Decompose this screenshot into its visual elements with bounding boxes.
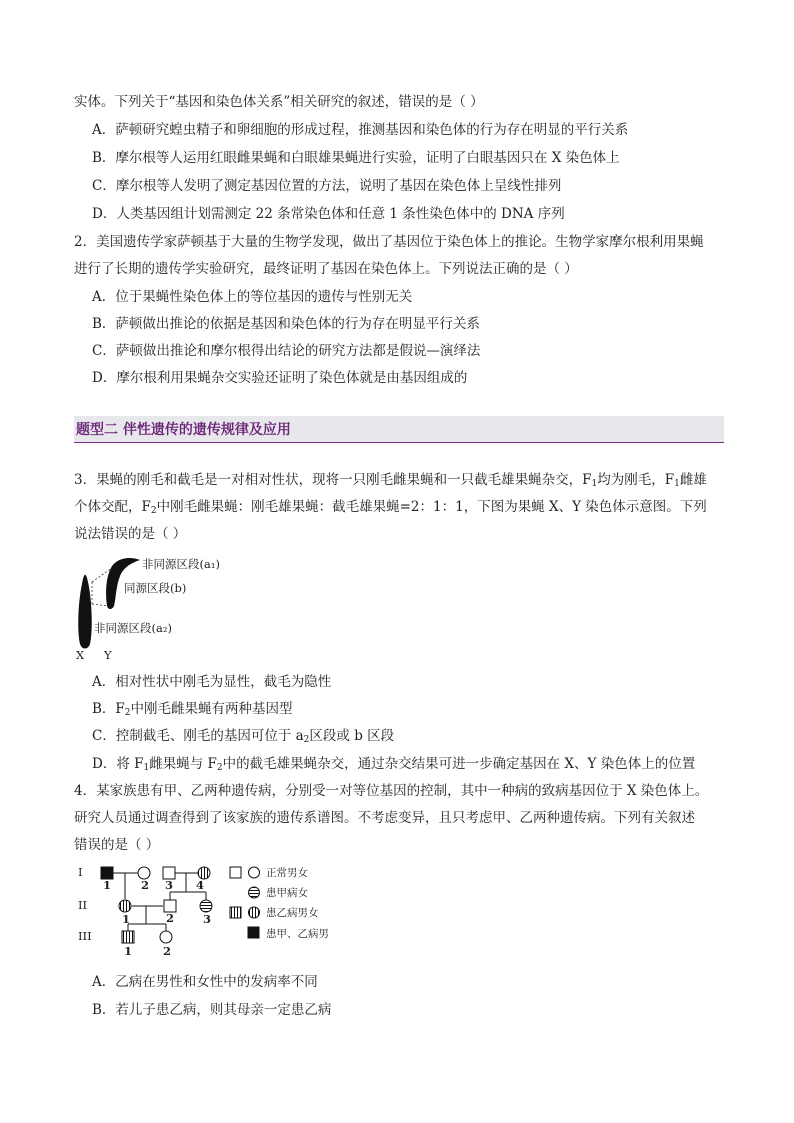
pedigree-chart xyxy=(74,862,364,962)
label-b: 同源区段(b) xyxy=(124,581,187,595)
section-header xyxy=(74,416,724,443)
q3-option-c: C．控制截毛、刚毛的基因可位于 $a_2$区段或 b 区段 xyxy=(92,728,395,745)
legend-normal-label: 正常男女 xyxy=(266,867,308,879)
q1-option-a: A．萨顿研究蝗虫精子和卵细胞的形成过程，推测基因和染色体的行为存在明显的平行关系 xyxy=(92,122,629,138)
q2-option-a: A．位于果蝇性染色体上的等位基因的遗传与性别无关 xyxy=(92,289,413,305)
q3-option-b: B．$F_2$中刚毛雌果蝇有两种基因型 xyxy=(92,701,293,718)
q2-stem-line1: 2．美国遗传学家萨顿基于大量的生物学发现，做出了基因位于染色体上的推论。生物学家摩尔根利用果蝇 xyxy=(74,234,704,250)
num-I1: 1 xyxy=(103,878,112,892)
x-chromosome-shape xyxy=(78,575,91,649)
q3-stem-line1: 3．果蝇的刚毛和截毛是一对相对性状，现将一只刚毛雌果蝇和一只截毛雄果蝇杂交，$F_1$均为刚毛，$F_1$雌雄 xyxy=(74,472,707,489)
num-I2: 2 xyxy=(141,878,150,892)
q4-stem-line3: 错误的是（ ） xyxy=(74,837,160,853)
legend-yi-female-icon xyxy=(249,907,260,918)
q1-option-b: B．摩尔根等人运用红眼雌果蝇和白眼雄果蝇进行实验，证明了白眼基因只在 X 染色体上 xyxy=(92,150,620,166)
q4-option-a: A．乙病在男性和女性中的发病率不同 xyxy=(92,974,318,990)
q3-option-d: D．将 $F_1$雌果蝇与 $F_2$中的截毛雄果蝇杂交，通过杂交结果可进一步确定基因在 X、Y 染色体上的位置 xyxy=(92,756,696,773)
II1-yi-female xyxy=(119,900,131,912)
q1-stem: 实体。下列关于“基因和染色体关系”相关研究的叙述，错误的是（ ） xyxy=(74,94,484,110)
q2-stem-line2: 进行了长期的遗传学实验研究，最终证明了基因在染色体上。下列说法正确的是（ ） xyxy=(74,261,578,277)
q4-stem-line2: 研究人员通过调查得到了该家族的遗传系谱图。不考虑变异，且只考虑甲、乙两种遗传病。下列有关叙述 xyxy=(74,810,695,826)
b-guide-line xyxy=(92,604,108,606)
legend-normal-male-icon xyxy=(230,867,241,878)
legend-both-label: 患甲、乙病男 xyxy=(266,928,329,940)
num-III2: 2 xyxy=(163,944,172,958)
q2-option-b: B．萨顿做出推论的依据是基因和染色体的行为存在明显平行关系 xyxy=(92,316,480,332)
num-II2: 2 xyxy=(166,911,175,925)
q2-option-c: C．萨顿做出推论和摩尔根得出结论的研究方法都是假说—演绎法 xyxy=(92,343,481,359)
gen-label-III: III xyxy=(78,929,92,943)
gen-label-I: I xyxy=(78,865,83,879)
q3-stem-line2: 个体交配，$F_2$中刚毛雌果蝇：刚毛雄果蝇：截毛雄果蝇=2：1：1，下图为果蝇 X、Y 染色体示意图。下列 xyxy=(74,499,707,516)
num-I4: 4 xyxy=(196,878,205,892)
legend-both-male-icon xyxy=(248,927,259,938)
gen-label-II: II xyxy=(78,898,88,912)
label-a2: 非同源区段(a₂) xyxy=(94,621,172,635)
section-title: 题型二 伴性遗传的遗传规律及应用 xyxy=(76,422,291,438)
chromosome-figure xyxy=(74,552,274,664)
legend-jia-female-icon xyxy=(249,887,260,898)
q3-stem-line3: 说法错误的是（ ） xyxy=(74,526,187,542)
II3-jia-female xyxy=(200,900,212,912)
q1-option-d: D．人类基因组计划需测定 22 条常染色体和任意 1 条性染色体中的 DNA 序列 xyxy=(92,206,565,222)
q4-option-b: B．若儿子患乙病，则其母亲一定患乙病 xyxy=(92,1002,332,1018)
label-y: Y xyxy=(104,648,112,662)
q3-option-a: A．相对性状中刚毛为显性，截毛为隐性 xyxy=(92,674,332,690)
legend-yi-male-icon xyxy=(230,907,241,918)
num-III1: 1 xyxy=(124,944,133,958)
num-II1: 1 xyxy=(122,912,131,926)
III1-yi-male xyxy=(122,931,134,943)
legend-normal-female-icon xyxy=(249,867,260,878)
q4-stem-line1: 4．某家族患有甲、乙两种遗传病，分别受一对等位基因的控制，其中一种病的致病基因位于 X 染色体上。 xyxy=(74,783,709,799)
legend-jia-label: 患甲病女 xyxy=(266,887,308,899)
num-I3: 3 xyxy=(165,878,174,892)
num-II3: 3 xyxy=(203,912,212,926)
label-x: X xyxy=(76,648,85,662)
legend-yi-label: 患乙病男女 xyxy=(266,907,319,919)
q2-option-d: D．摩尔根利用果蝇杂交实验还证明了染色体就是由基因组成的 xyxy=(92,370,468,386)
q1-option-c: C．摩尔根等人发明了测定基因位置的方法，说明了基因在染色体上呈线性排列 xyxy=(92,178,562,194)
III2-normal-female xyxy=(160,931,172,943)
label-a1: 非同源区段(a₁) xyxy=(142,557,220,571)
pedigree-svg xyxy=(74,862,364,962)
